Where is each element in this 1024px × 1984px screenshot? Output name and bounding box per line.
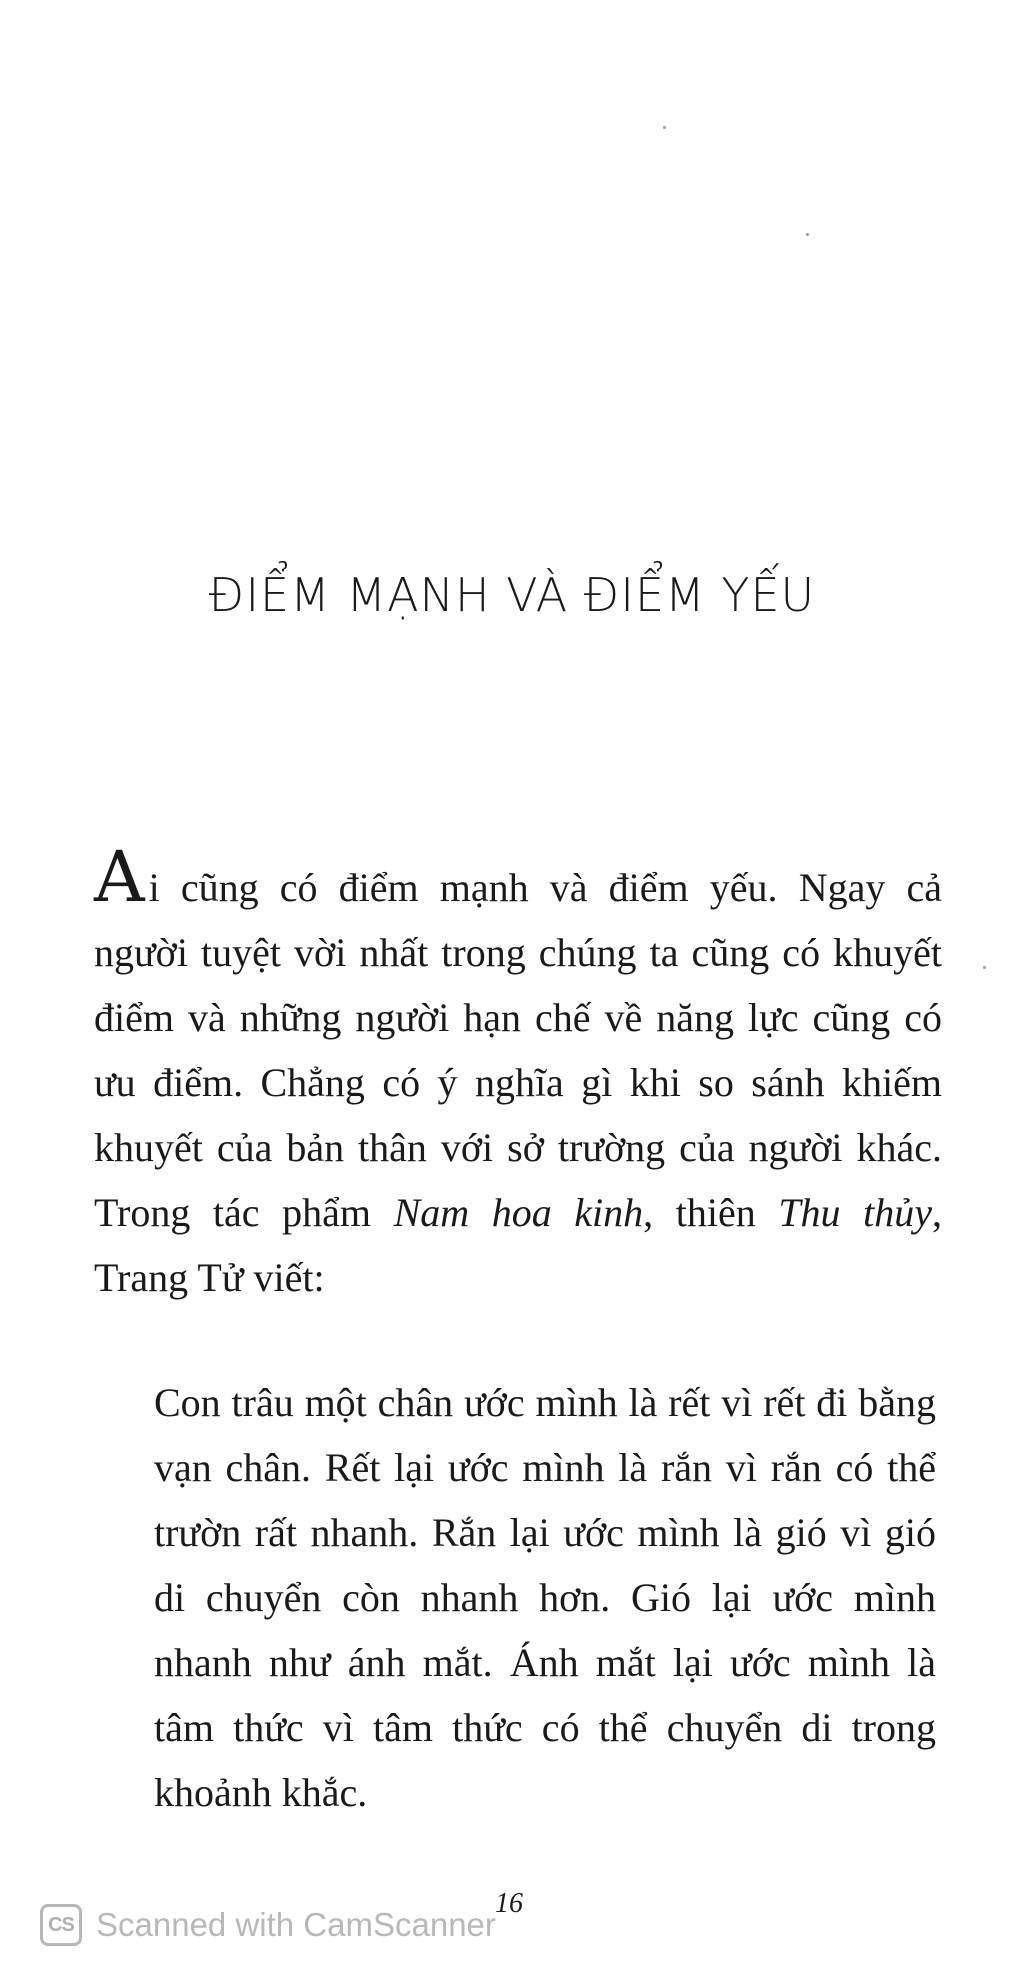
camscanner-watermark bbox=[40, 1900, 496, 1950]
scan-speck bbox=[806, 233, 809, 236]
watermark-text: Scanned with CamScanner bbox=[96, 1906, 496, 1943]
body-paragraph bbox=[94, 836, 943, 1310]
paragraph-text-connector: , thiên bbox=[643, 1190, 779, 1235]
drop-cap: A bbox=[94, 836, 145, 918]
paragraph-text-end: , Trang Tử viết: bbox=[94, 1190, 943, 1300]
paragraph-text-start: i cũng có điểm mạnh và điểm yếu. Ngay cả người tuyệt vời nhất trong chúng ta cũng có khuyết điểm và những người hạn chế về năng lực cũng có ưu điểm. Chẳng có ý nghĩa gì khi so sánh khiếm khuyết của bản thân với sở trường của người khác. Trong tác phẩm bbox=[94, 865, 942, 1235]
block-quote: Con trâu một chân ước mình là rết vì rết đi bằng vạn chân. Rết lại ước mình là rắn vì rắn có thể trườn rất nhanh. Rắn lại ước mình là gió vì gió di chuyển còn nhanh hơn. Gió lại ước mình nhanh như ánh mắt. Ánh mắt lại ước mình là tâm thức vì tâm thức có thể chuyển di trong khoảnh khắc. bbox=[154, 1380, 936, 1815]
work-title: Nam hoa kinh bbox=[393, 1190, 644, 1235]
scan-speck bbox=[663, 126, 666, 129]
chapter-title: ĐIỂM MẠNH VÀ ĐIỂM YẾU bbox=[208, 568, 816, 622]
scan-speck bbox=[983, 966, 986, 969]
camscanner-logo-icon: CS bbox=[40, 1904, 82, 1946]
chapter-name: Thu thủy bbox=[778, 1190, 933, 1235]
page-number: 16 bbox=[495, 1888, 523, 1919]
